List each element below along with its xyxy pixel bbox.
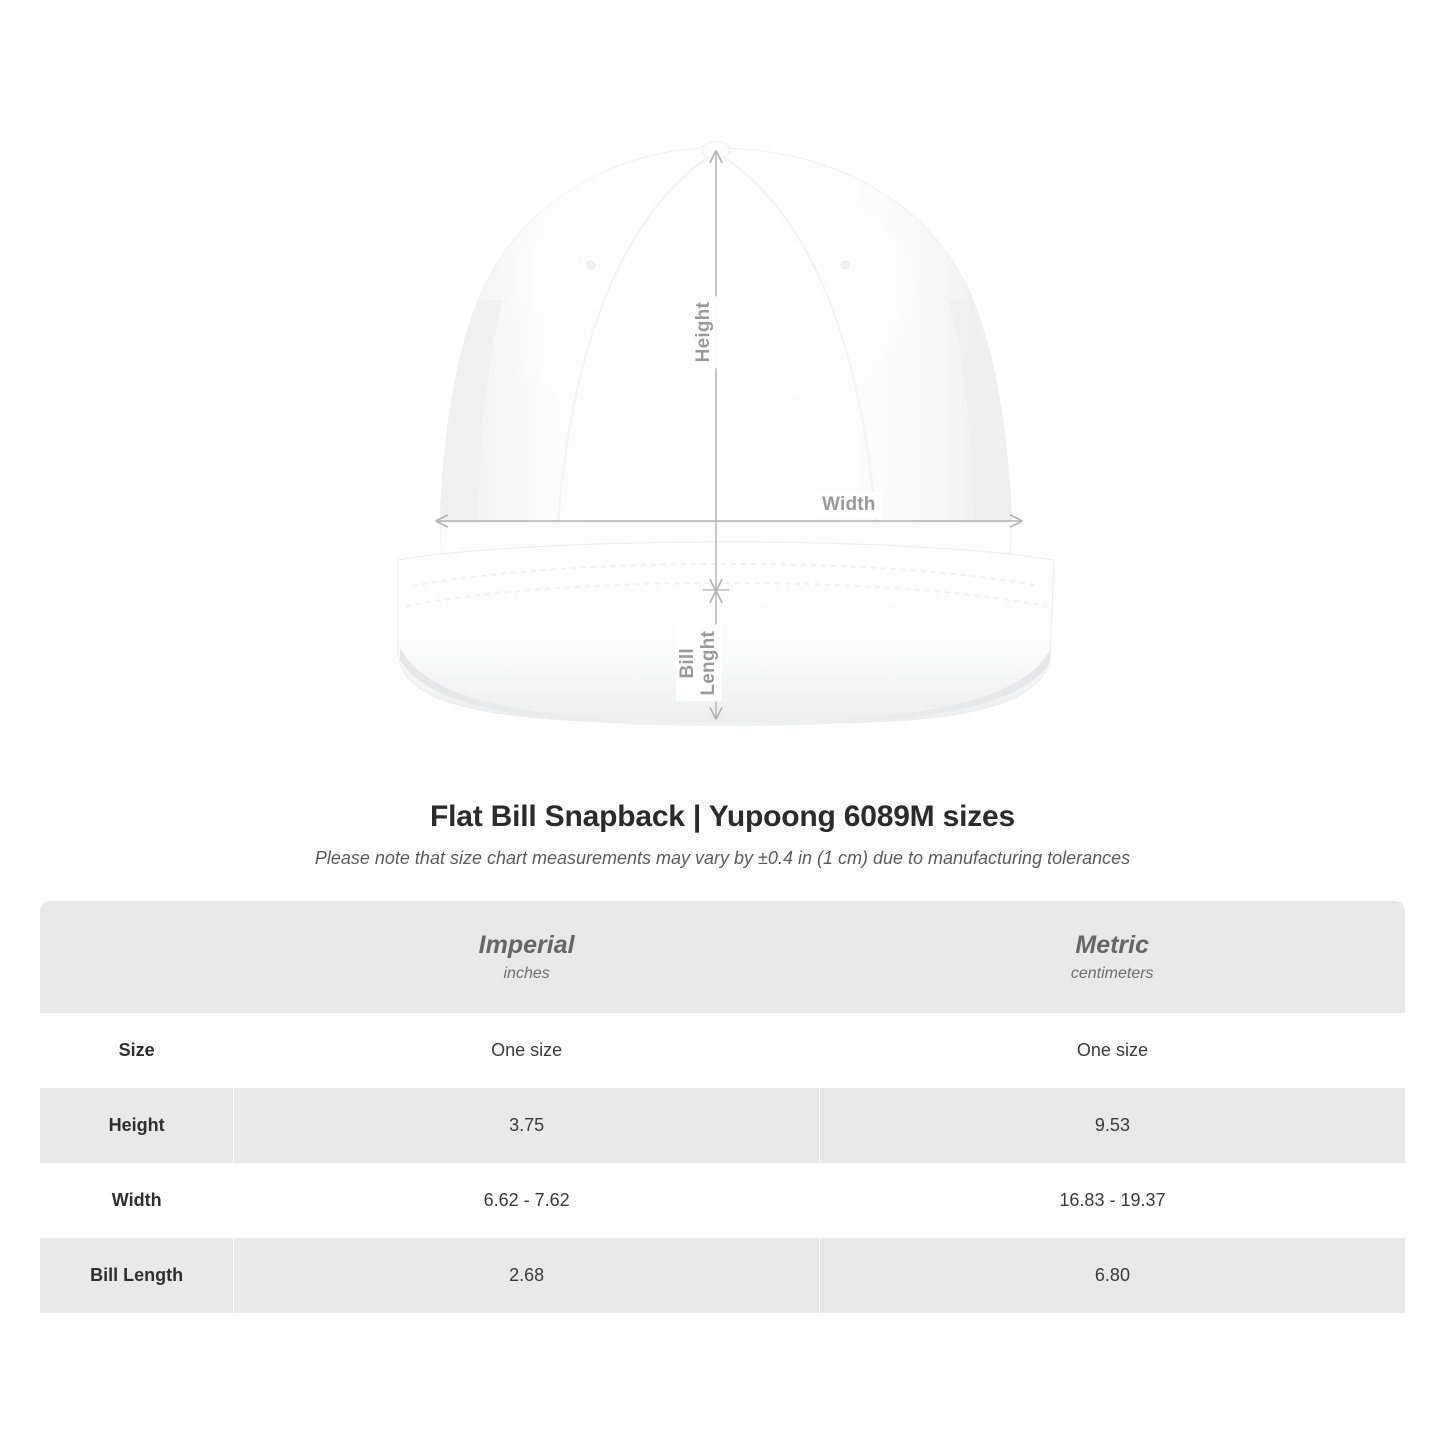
- height-dimension-label: Height: [691, 296, 717, 368]
- imperial-header-subtitle: inches: [503, 964, 550, 982]
- table-row: [40, 1013, 1405, 1088]
- row-label-height: Height: [40, 1088, 234, 1163]
- cell-width-imperial: 6.62 - 7.62: [234, 1163, 820, 1238]
- size-table-body: [40, 1013, 1405, 1313]
- cell-size-metric: One size: [819, 1013, 1405, 1088]
- row-label-width: Width: [40, 1163, 234, 1238]
- imperial-header-cell: [234, 901, 820, 1013]
- cell-height-metric: 9.53: [819, 1088, 1405, 1163]
- bill-length-line-2: Lenght: [697, 631, 719, 696]
- bill-length-line-1: Bill: [677, 648, 698, 679]
- cell-bill-length-imperial: 2.68: [234, 1238, 820, 1313]
- page-title: Flat Bill Snapback | Yupoong 6089M sizes: [429, 800, 1015, 833]
- title-block: [0, 800, 1445, 869]
- tolerance-note: Please note that size chart measurements may vary by ±0.4 in (1 cm) due to manufacturing tolerances: [314, 848, 1131, 868]
- table-row: [40, 1238, 1405, 1313]
- cell-bill-length-metric: 6.80: [819, 1238, 1405, 1313]
- table-row: [40, 1088, 1405, 1163]
- table-header-row: [40, 901, 1405, 1013]
- cell-size-imperial: One size: [234, 1013, 820, 1088]
- table-row: [40, 1163, 1405, 1238]
- size-table-head: [40, 901, 1405, 1013]
- metric-header-cell: [819, 901, 1405, 1013]
- cell-width-metric: 16.83 - 19.37: [819, 1163, 1405, 1238]
- bill-length-dimension-label: [676, 625, 722, 702]
- cell-height-imperial: 3.75: [234, 1088, 820, 1163]
- size-table-wrapper: [40, 901, 1405, 1313]
- imperial-header-title: Imperial: [478, 931, 575, 959]
- width-dimension-label: Width: [816, 492, 882, 518]
- row-label-size: Size: [40, 1013, 234, 1088]
- metric-header-title: Metric: [1075, 931, 1150, 959]
- table-corner-cell: [40, 901, 234, 1013]
- size-table: [40, 901, 1405, 1313]
- metric-header-subtitle: centimeters: [1070, 964, 1154, 982]
- row-label-bill-length: Bill Length: [40, 1238, 234, 1313]
